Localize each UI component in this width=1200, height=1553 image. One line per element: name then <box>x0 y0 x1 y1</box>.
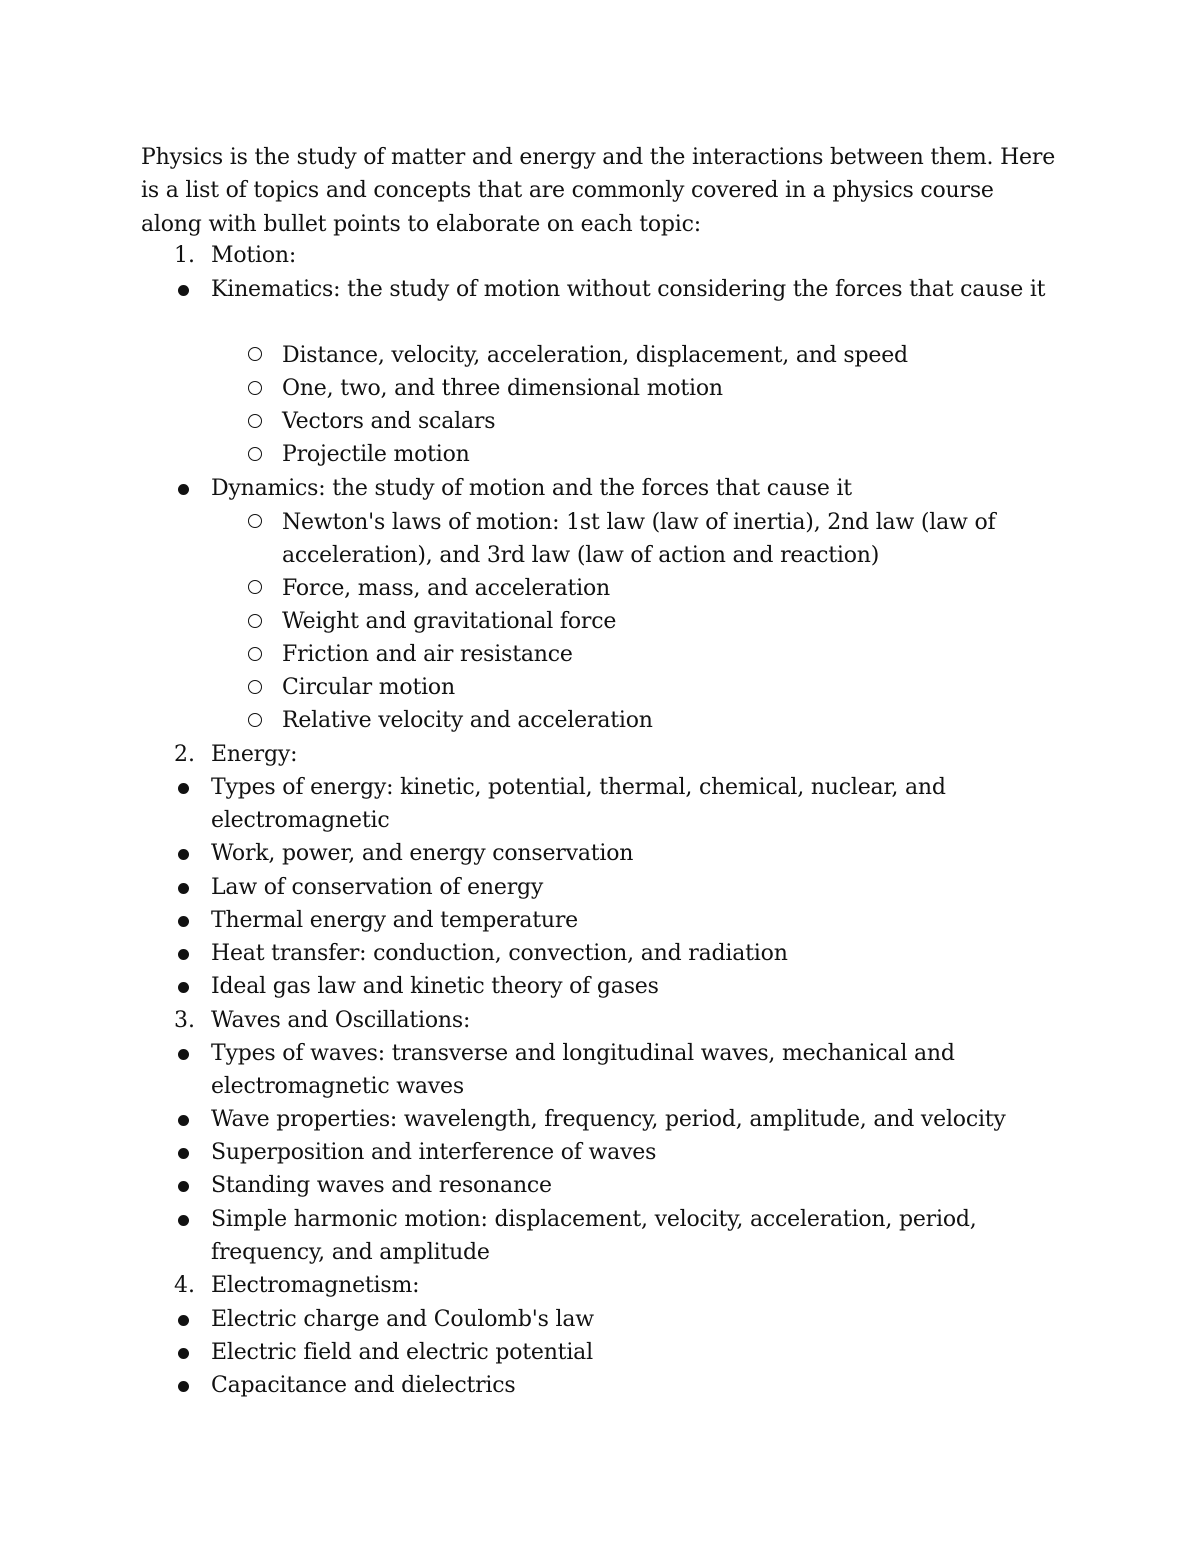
circle-bullet-icon <box>248 614 262 628</box>
circle-bullet-icon <box>248 680 262 694</box>
bullet-icon <box>178 883 189 894</box>
bullet-icon <box>178 1315 189 1326</box>
bullet-item: Heat transfer: conduction, convection, and radiation <box>211 941 788 966</box>
bullet-item: Law of conservation of energy <box>211 875 544 900</box>
bullet-icon <box>178 949 189 960</box>
bullet-item: Kinematics: the study of motion without considering the forces that cause it <box>211 277 1046 302</box>
section-title: Electromagnetism: <box>211 1273 420 1298</box>
section-number: 4. <box>174 1273 195 1298</box>
sub-bullet-item: Projectile motion <box>282 442 470 467</box>
circle-bullet-icon <box>248 381 262 395</box>
section-number: 2. <box>174 742 195 767</box>
bullet-item: Superposition and interference of waves <box>211 1140 657 1165</box>
bullet-icon <box>178 1148 189 1159</box>
bullet-item: Types of waves: transverse and longitudinal waves, mechanical and electromagnetic waves <box>211 1041 955 1100</box>
bullet-item: Simple harmonic motion: displacement, velocity, acceleration, period, frequency, and amplitude <box>211 1207 977 1266</box>
circle-bullet-icon <box>248 414 262 428</box>
bullet-item: Capacitance and dielectrics <box>211 1373 516 1398</box>
bullet-icon <box>178 1348 189 1359</box>
bullet-item: Thermal energy and temperature <box>211 908 578 933</box>
sub-bullet-item: Force, mass, and acceleration <box>282 576 611 601</box>
sub-bullet-item: One, two, and three dimensional motion <box>282 376 723 401</box>
sub-bullet-item: Distance, velocity, acceleration, displacement, and speed <box>282 343 908 368</box>
bullet-item: Wave properties: wavelength, frequency, period, amplitude, and velocity <box>211 1107 1006 1132</box>
bullet-icon <box>178 783 189 794</box>
bullet-item: Work, power, and energy conservation <box>211 841 634 866</box>
sub-bullet-item: Weight and gravitational force <box>282 609 617 634</box>
section-title: Energy: <box>211 742 298 767</box>
bullet-icon <box>178 1381 189 1392</box>
bullet-icon <box>178 1215 189 1226</box>
bullet-icon <box>178 916 189 927</box>
sub-bullet-item: Friction and air resistance <box>282 642 573 667</box>
bullet-item: Standing waves and resonance <box>211 1173 552 1198</box>
sub-bullet-item: Newton's laws of motion: 1st law (law of inertia), 2nd law (law of acceleration), and 3rd law (law of action and reaction) <box>282 510 996 569</box>
circle-bullet-icon <box>248 713 262 727</box>
circle-bullet-icon <box>248 514 262 528</box>
intro-paragraph: Physics is the study of matter and energy and the interactions between them. Here is a list of topics and concepts that are commonly covered in a physics course along with bullet points to elaborate on each topic: <box>141 145 1056 237</box>
section-number: 3. <box>174 1008 195 1033</box>
section-title: Motion: <box>211 243 297 268</box>
bullet-icon <box>178 1049 189 1060</box>
sub-bullet-item: Circular motion <box>282 675 455 700</box>
bullet-item: Electric charge and Coulomb's law <box>211 1307 594 1332</box>
circle-bullet-icon <box>248 447 262 461</box>
bullet-icon <box>178 982 189 993</box>
bullet-icon <box>178 484 189 495</box>
sub-bullet-item: Vectors and scalars <box>282 409 496 434</box>
circle-bullet-icon <box>248 647 262 661</box>
bullet-icon <box>178 1181 189 1192</box>
circle-bullet-icon <box>248 347 262 361</box>
bullet-item: Dynamics: the study of motion and the forces that cause it <box>211 476 852 501</box>
bullet-item: Types of energy: kinetic, potential, thermal, chemical, nuclear, and electromagnetic <box>211 775 946 834</box>
bullet-icon <box>178 849 189 860</box>
sub-bullet-item: Relative velocity and acceleration <box>282 708 653 733</box>
bullet-icon <box>178 1115 189 1126</box>
section-title: Waves and Oscillations: <box>211 1008 471 1033</box>
bullet-item: Electric field and electric potential <box>211 1340 593 1365</box>
bullet-item: Ideal gas law and kinetic theory of gases <box>211 974 659 999</box>
bullet-icon <box>178 285 189 296</box>
circle-bullet-icon <box>248 580 262 594</box>
section-number: 1. <box>174 243 195 268</box>
